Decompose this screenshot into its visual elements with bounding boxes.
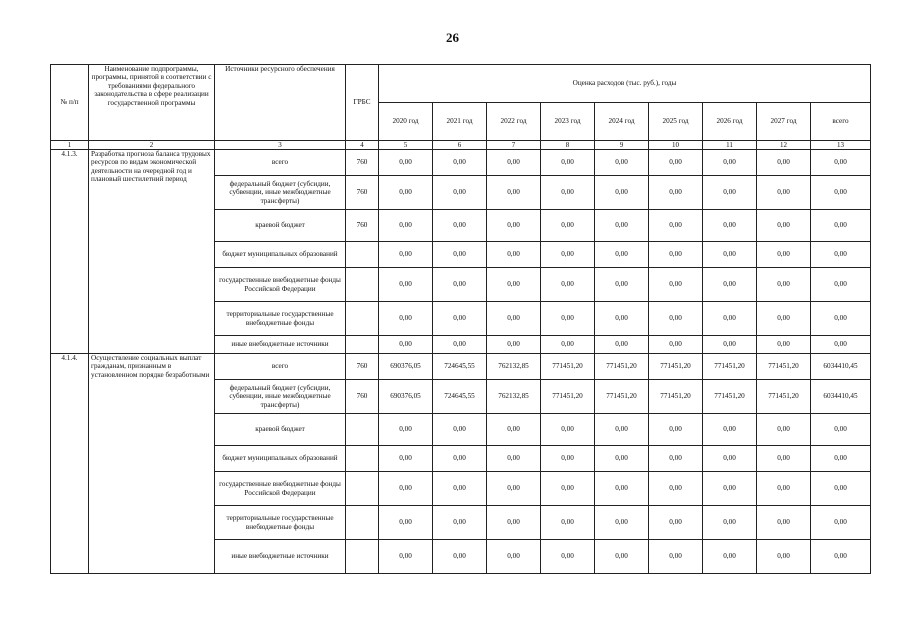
- value-cell: 0,00: [541, 540, 595, 574]
- value-cell: 0,00: [541, 176, 595, 210]
- funding-source: всего: [215, 150, 346, 176]
- value-cell: 0,00: [541, 242, 595, 268]
- value-total: 0,00: [811, 472, 871, 506]
- value-cell: 0,00: [379, 268, 433, 302]
- value-cell: 771451,20: [757, 354, 811, 380]
- value-cell: 0,00: [487, 540, 541, 574]
- value-total: 6034410,45: [811, 354, 871, 380]
- value-cell: 0,00: [757, 242, 811, 268]
- value-total: 0,00: [811, 176, 871, 210]
- column-number: 8: [541, 141, 595, 150]
- value-cell: 0,00: [595, 414, 649, 446]
- value-cell: 0,00: [595, 446, 649, 472]
- grbs-code: 760: [346, 150, 379, 176]
- value-cell: 0,00: [703, 506, 757, 540]
- grbs-code: [346, 414, 379, 446]
- table-row: [51, 150, 871, 176]
- section-name: Разработка прогноза баланса трудовых ресурсов по видам экономической деятельности на очередной год и плановый шестилетний период: [89, 150, 215, 354]
- grbs-code: [346, 506, 379, 540]
- value-total: 0,00: [811, 242, 871, 268]
- funding-source: иные внебюджетные источники: [215, 336, 346, 354]
- value-cell: 771451,20: [757, 380, 811, 414]
- value-cell: 0,00: [433, 242, 487, 268]
- value-cell: 0,00: [703, 302, 757, 336]
- value-cell: 0,00: [703, 210, 757, 242]
- funding-source: государственные внебюджетные фонды Российской Федерации: [215, 268, 346, 302]
- header-year: всего: [811, 103, 871, 141]
- value-cell: 0,00: [757, 414, 811, 446]
- table-row: [51, 354, 871, 380]
- value-cell: 0,00: [487, 414, 541, 446]
- header-year: 2026 год: [703, 103, 757, 141]
- value-cell: 771451,20: [703, 354, 757, 380]
- header-year: 2024 год: [595, 103, 649, 141]
- column-number: 7: [487, 141, 541, 150]
- grbs-code: [346, 268, 379, 302]
- header-name: Наименование подпрограммы, программы, принятой в соответствии с требованиями федерального законодательства в сфере реализации государственной программы: [89, 65, 215, 141]
- header-year: 2025 год: [649, 103, 703, 141]
- value-cell: 0,00: [649, 242, 703, 268]
- value-cell: 0,00: [433, 506, 487, 540]
- column-number: 2: [89, 141, 215, 150]
- value-cell: 771451,20: [649, 354, 703, 380]
- value-cell: 0,00: [487, 210, 541, 242]
- value-cell: 0,00: [433, 150, 487, 176]
- header-grbs: ГРБС: [346, 65, 379, 141]
- value-cell: 0,00: [595, 540, 649, 574]
- header-no: № п/п: [51, 65, 89, 141]
- value-cell: 0,00: [433, 268, 487, 302]
- value-cell: 0,00: [703, 242, 757, 268]
- value-cell: 0,00: [379, 210, 433, 242]
- value-total: 0,00: [811, 210, 871, 242]
- section-name: Осуществление социальных выплат гражданам, признанным в установленном порядке безработными: [89, 354, 215, 574]
- value-cell: 0,00: [595, 472, 649, 506]
- value-cell: 690376,05: [379, 354, 433, 380]
- value-cell: 0,00: [379, 150, 433, 176]
- value-cell: 0,00: [433, 472, 487, 506]
- value-cell: 0,00: [541, 302, 595, 336]
- grbs-code: [346, 446, 379, 472]
- column-number: 10: [649, 141, 703, 150]
- value-cell: 724645,55: [433, 354, 487, 380]
- value-cell: 0,00: [487, 150, 541, 176]
- value-total: 0,00: [811, 268, 871, 302]
- value-cell: 0,00: [757, 472, 811, 506]
- value-cell: 0,00: [487, 472, 541, 506]
- value-cell: 0,00: [649, 150, 703, 176]
- value-cell: 0,00: [379, 336, 433, 354]
- value-cell: 0,00: [757, 150, 811, 176]
- value-cell: 0,00: [541, 150, 595, 176]
- value-total: 0,00: [811, 336, 871, 354]
- value-cell: 771451,20: [649, 380, 703, 414]
- value-cell: 771451,20: [541, 354, 595, 380]
- value-cell: 0,00: [595, 242, 649, 268]
- value-cell: 0,00: [595, 302, 649, 336]
- header-year: 2027 год: [757, 103, 811, 141]
- column-number: 11: [703, 141, 757, 150]
- grbs-code: 760: [346, 354, 379, 380]
- value-cell: 0,00: [541, 210, 595, 242]
- page-number: 26: [446, 30, 459, 45]
- grbs-code: 760: [346, 210, 379, 242]
- value-cell: 0,00: [487, 506, 541, 540]
- column-number: 4: [346, 141, 379, 150]
- value-cell: 0,00: [541, 472, 595, 506]
- funding-source: территориальные государственные внебюджетные фонды: [215, 302, 346, 336]
- value-cell: 0,00: [649, 176, 703, 210]
- value-cell: 0,00: [433, 414, 487, 446]
- value-cell: 0,00: [487, 268, 541, 302]
- header-estimate: Оценка расходов (тыс. руб.), годы: [379, 65, 871, 103]
- value-cell: 0,00: [541, 506, 595, 540]
- column-number: 12: [757, 141, 811, 150]
- grbs-code: [346, 336, 379, 354]
- value-cell: 0,00: [595, 176, 649, 210]
- value-cell: 771451,20: [541, 380, 595, 414]
- header-source: Источники ресурсного обеспечения: [215, 65, 346, 141]
- value-cell: 0,00: [649, 302, 703, 336]
- value-cell: 0,00: [487, 446, 541, 472]
- section-number: 4.1.3.: [51, 150, 89, 354]
- column-number: 3: [215, 141, 346, 150]
- value-cell: 0,00: [703, 414, 757, 446]
- budget-table: [50, 64, 871, 574]
- value-cell: 0,00: [703, 540, 757, 574]
- grbs-code: [346, 540, 379, 574]
- value-cell: 771451,20: [595, 354, 649, 380]
- funding-source: всего: [215, 354, 346, 380]
- value-cell: 0,00: [433, 446, 487, 472]
- value-cell: 0,00: [757, 336, 811, 354]
- value-cell: 0,00: [703, 472, 757, 506]
- value-cell: 0,00: [649, 506, 703, 540]
- value-cell: 724645,55: [433, 380, 487, 414]
- value-cell: 0,00: [487, 336, 541, 354]
- value-cell: 0,00: [487, 176, 541, 210]
- value-total: 6034410,45: [811, 380, 871, 414]
- value-cell: 0,00: [595, 336, 649, 354]
- value-cell: 0,00: [487, 302, 541, 336]
- grbs-code: [346, 472, 379, 506]
- column-number: 5: [379, 141, 433, 150]
- value-cell: 0,00: [757, 446, 811, 472]
- header-year: 2021 год: [433, 103, 487, 141]
- value-cell: 0,00: [649, 268, 703, 302]
- grbs-code: [346, 302, 379, 336]
- value-cell: 0,00: [703, 446, 757, 472]
- header-year: 2022 год: [487, 103, 541, 141]
- value-cell: 0,00: [649, 446, 703, 472]
- value-cell: 0,00: [649, 472, 703, 506]
- value-cell: 0,00: [541, 336, 595, 354]
- funding-source: бюджет муниципальных образований: [215, 242, 346, 268]
- value-cell: 0,00: [379, 414, 433, 446]
- column-number: 13: [811, 141, 871, 150]
- grbs-code: [346, 242, 379, 268]
- value-cell: 0,00: [703, 336, 757, 354]
- value-cell: 0,00: [757, 506, 811, 540]
- funding-source: краевой бюджет: [215, 210, 346, 242]
- value-cell: 0,00: [649, 336, 703, 354]
- value-cell: 0,00: [541, 268, 595, 302]
- value-cell: 771451,20: [595, 380, 649, 414]
- value-cell: 0,00: [379, 540, 433, 574]
- value-cell: 0,00: [379, 302, 433, 336]
- value-cell: 0,00: [649, 540, 703, 574]
- header-year: 2023 год: [541, 103, 595, 141]
- grbs-code: 760: [346, 176, 379, 210]
- value-total: 0,00: [811, 414, 871, 446]
- section-number: 4.1.4.: [51, 354, 89, 574]
- value-cell: 0,00: [595, 210, 649, 242]
- value-cell: 0,00: [757, 210, 811, 242]
- header-year: 2020 год: [379, 103, 433, 141]
- value-cell: 0,00: [379, 176, 433, 210]
- funding-source: краевой бюджет: [215, 414, 346, 446]
- value-cell: 762132,85: [487, 354, 541, 380]
- value-total: 0,00: [811, 540, 871, 574]
- column-number: 1: [51, 141, 89, 150]
- value-cell: 0,00: [649, 210, 703, 242]
- value-total: 0,00: [811, 150, 871, 176]
- value-cell: 0,00: [433, 540, 487, 574]
- value-cell: 0,00: [757, 176, 811, 210]
- value-cell: 0,00: [433, 176, 487, 210]
- funding-source: бюджет муниципальных образований: [215, 446, 346, 472]
- value-cell: 0,00: [487, 242, 541, 268]
- value-cell: 0,00: [703, 268, 757, 302]
- value-cell: 690376,05: [379, 380, 433, 414]
- value-cell: 771451,20: [703, 380, 757, 414]
- value-cell: 0,00: [379, 242, 433, 268]
- value-cell: 0,00: [433, 210, 487, 242]
- funding-source: государственные внебюджетные фонды Российской Федерации: [215, 472, 346, 506]
- value-cell: 0,00: [757, 540, 811, 574]
- value-total: 0,00: [811, 302, 871, 336]
- value-cell: 0,00: [379, 446, 433, 472]
- value-cell: 0,00: [433, 302, 487, 336]
- value-cell: 0,00: [595, 150, 649, 176]
- column-number: 6: [433, 141, 487, 150]
- value-cell: 0,00: [541, 446, 595, 472]
- grbs-code: 760: [346, 380, 379, 414]
- funding-source: федеральный бюджет (субсидии, субвенции, иные межбюджетные трансферты): [215, 380, 346, 414]
- value-cell: 0,00: [703, 176, 757, 210]
- value-cell: 0,00: [541, 414, 595, 446]
- value-cell: 0,00: [595, 506, 649, 540]
- funding-source: федеральный бюджет (субсидии, субвенции, иные межбюджетные трансферты): [215, 176, 346, 210]
- value-cell: 0,00: [379, 472, 433, 506]
- funding-source: иные внебюджетные источники: [215, 540, 346, 574]
- value-cell: 762132,85: [487, 380, 541, 414]
- column-number: 9: [595, 141, 649, 150]
- value-cell: 0,00: [433, 336, 487, 354]
- value-cell: 0,00: [595, 268, 649, 302]
- value-cell: 0,00: [757, 268, 811, 302]
- funding-source: территориальные государственные внебюджетные фонды: [215, 506, 346, 540]
- value-cell: 0,00: [703, 150, 757, 176]
- value-cell: 0,00: [649, 414, 703, 446]
- value-cell: 0,00: [757, 302, 811, 336]
- value-total: 0,00: [811, 506, 871, 540]
- value-total: 0,00: [811, 446, 871, 472]
- value-cell: 0,00: [379, 506, 433, 540]
